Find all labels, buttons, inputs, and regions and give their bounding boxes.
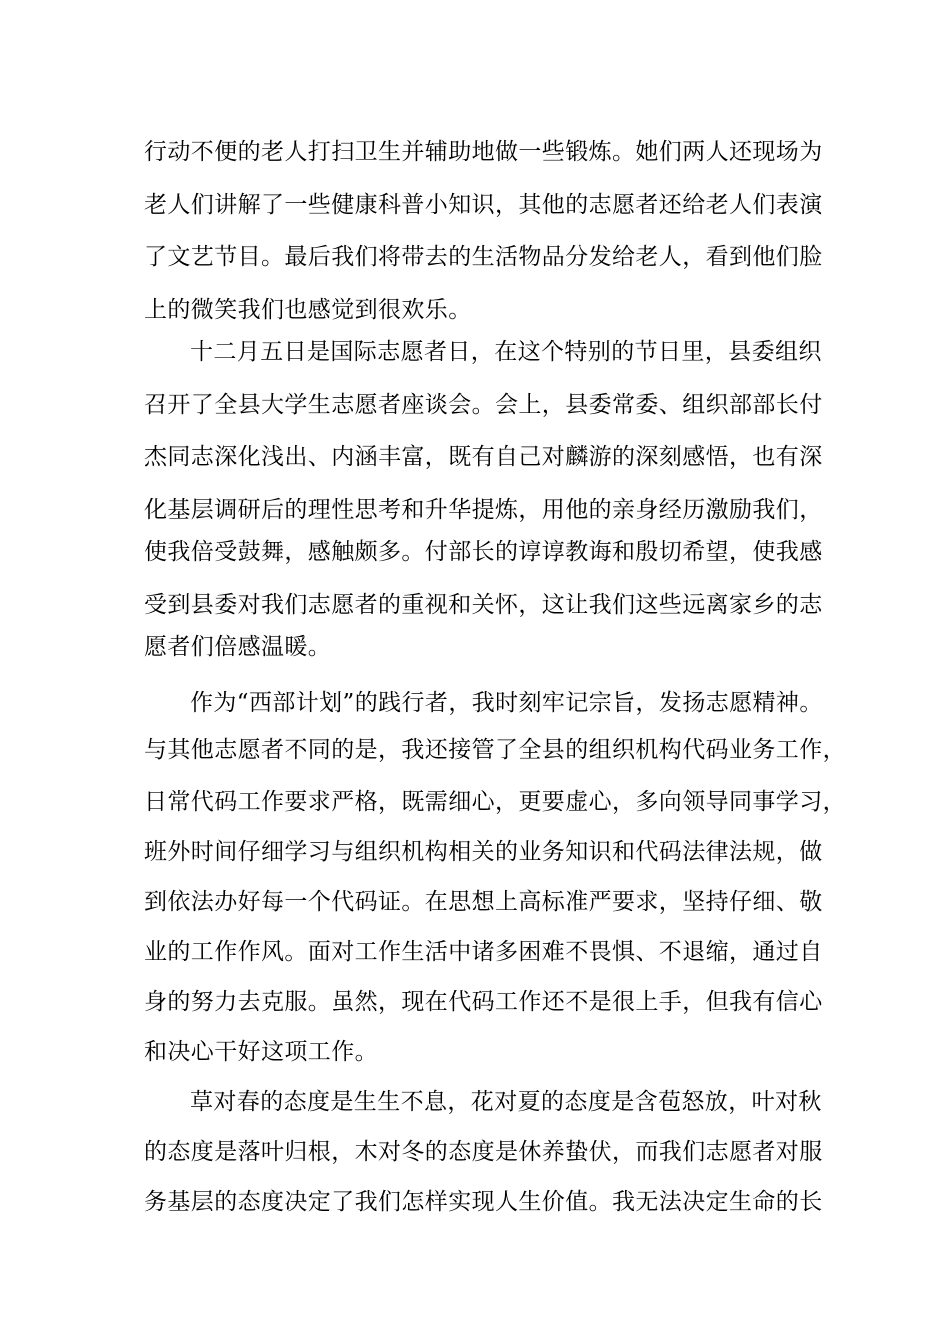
text-line-4: 上的微笑我们也感觉到很欢乐。 <box>144 297 472 323</box>
text-line-19: 和决心干好这项工作。 <box>144 1039 378 1065</box>
text-line-14: 日常代码工作要求严格，既需细心，更要虚心，多向领导同事学习， <box>144 789 846 815</box>
text-line-11: 愿者们倍感温暖。 <box>144 634 332 660</box>
text-line-16: 到依法办好每一个代码证。在思想上高标准严要求，坚持仔细、敬 <box>144 889 823 915</box>
text-line-17: 业的工作作风。面对工作生活中诸多困难不畏惧、不退缩，通过自 <box>144 939 823 965</box>
text-line-20: 草对春的态度是生生不息，花对夏的态度是含苞怒放，叶对秋 <box>190 1089 822 1115</box>
text-line-7: 杰同志深化浅出、内涵丰富，既有自己对麟游的深刻感悟，也有深 <box>144 444 823 470</box>
text-line-13: 与其他志愿者不同的是，我还接管了全县的组织机构代码业务工作， <box>144 737 846 763</box>
text-line-5: 十二月五日是国际志愿者日，在这个特别的节日里，县委组织 <box>190 339 822 365</box>
text-line-2: 老人们讲解了一些健康科普小知识，其他的志愿者还给老人们表演 <box>144 192 823 218</box>
text-line-18: 身的努力去克服。虽然，现在代码工作还不是很上手，但我有信心 <box>144 989 823 1015</box>
text-line-8: 化基层调研后的理性思考和升华提炼，用他的亲身经历激励我们， <box>144 497 823 523</box>
text-line-22: 务基层的态度决定了我们怎样实现人生价值。我无法决定生命的长 <box>144 1189 823 1215</box>
text-line-1: 行动不便的老人打扫卫生并辅助地做一些锻炼。她们两人还现场为 <box>144 139 823 165</box>
text-line-10: 受到县委对我们志愿者的重视和关怀，这让我们这些远离家乡的志 <box>144 592 823 618</box>
text-line-6: 召开了全县大学生志愿者座谈会。会上，县委常委、组织部部长付 <box>144 392 823 418</box>
text-line-15: 班外时间仔细学习与组织机构相关的业务知识和代码法律法规，做 <box>144 839 823 865</box>
text-line-3: 了文艺节目。最后我们将带去的生活物品分发给老人，看到他们脸 <box>144 244 823 270</box>
text-line-9: 使我倍受鼓舞，感触颇多。付部长的谆谆教诲和殷切希望，使我感 <box>144 539 823 565</box>
text-line-12: 作为“西部计划”的践行者，我时刻牢记宗旨，发扬志愿精神。 <box>190 690 823 716</box>
text-line-21: 的态度是落叶归根，木对冬的态度是休养蛰伏，而我们志愿者对服 <box>144 1139 823 1165</box>
